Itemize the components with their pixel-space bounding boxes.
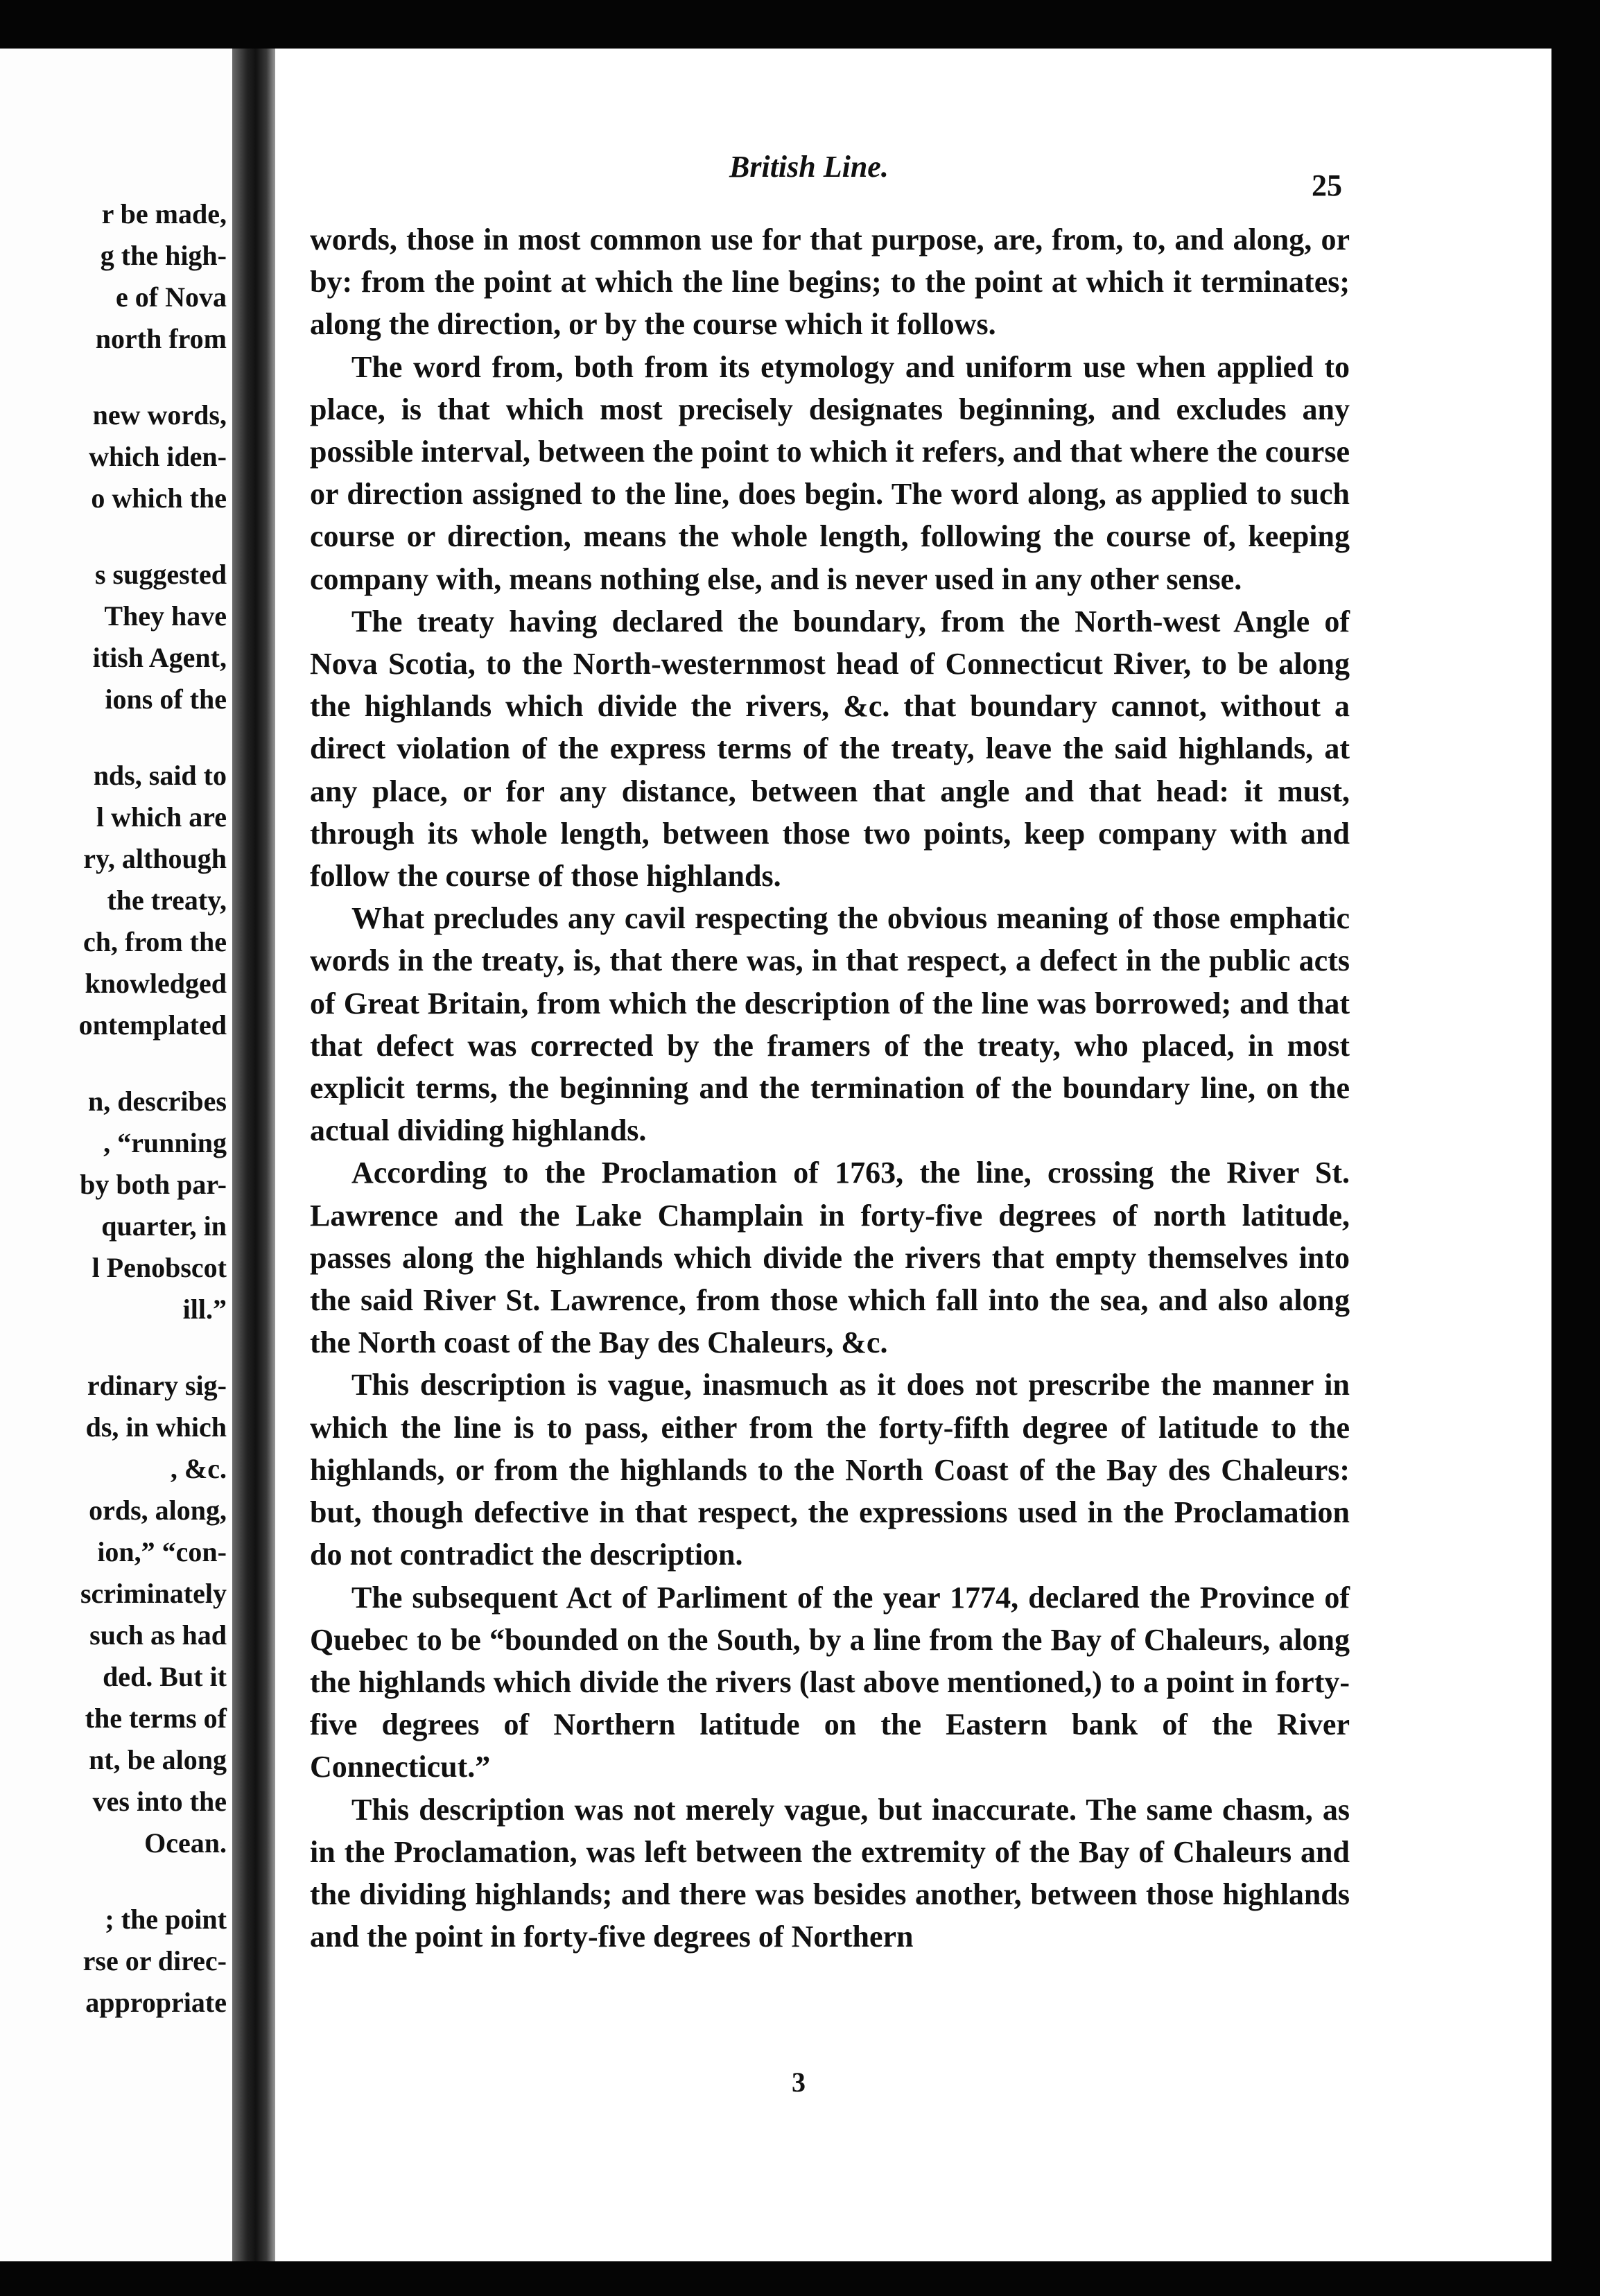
facing-page-line: nds, said to [93,760,227,791]
scan-border-right [1551,0,1600,2296]
facing-page-line: ion,” “con- [97,1536,227,1567]
paragraph: The word from, both from its etymology and uniform use when applied to place, is that which most precisely designates beginning, and excludes any possible interval, between the point to which it refers, and that where the course or direction assigned to the line, does begin. The word along, as applied to such course or direction, means the whole length, following the course of, keeping company with, means nothing else, and is never used in any other sense. [310,349,1350,596]
facing-page-line: e of Nova [116,281,227,313]
facing-page-line: ry, although [83,843,227,874]
facing-page-line: rdinary sig- [87,1370,227,1401]
facing-page-line: g the high- [100,240,227,271]
facing-page-line: ill.” [182,1294,227,1325]
facing-page-line: , “running [103,1127,227,1158]
paragraph: The subsequent Act of Parliment of the year 1774, declared the Province of Quebec to be “bounded on the South, by a line from the Bay of Chaleurs, along the highlands which divide the rivers (last above mentioned,) to a point in forty-five degrees of Northern latitude on the Eastern bank of the River Connecticut.” [310,1580,1350,1784]
facing-page-line: itish Agent, [92,642,227,673]
scan-border-top [0,0,1600,49]
facing-page-line: the treaty, [107,885,227,916]
facing-page-line: Ocean. [144,1827,227,1859]
main-page [275,49,1551,2261]
signature-mark: 3 [792,2067,806,2098]
facing-page-line: ch, from the [83,926,227,957]
facing-page-line: nt, be along [89,1744,227,1775]
facing-page-line: appropriate [85,1987,227,2018]
facing-page-line: ds, in which [85,1411,227,1443]
paragraph: The treaty having declared the boundary, from the North-west Angle of Nova Scotia, to the North-westernmost head of Connecticut River, to be along the highlands which divide the rivers, &c. that boundary cannot, without a direct violation of the express terms of the treaty, leave the said highlands, at any place, or for any distance, between that angle and that head: it must, through its whole length, between those two points, keep company with and follow the course of those highlands. [310,604,1350,894]
facing-page-line: new words, [92,399,227,430]
facing-page-line: l which are [96,801,227,833]
facing-page-line: , &c. [170,1453,227,1484]
paragraph: According to the Proclamation of 1763, the line, crossing the River St. Lawrence and the Lake Champlain in forty-five degrees of north latitude, passes along the highlands which divide the rivers that empty themselves into the said River St. Lawrence, from those which fall into the sea, and also along the North coast of the Bay des Chaleurs, &c. [310,1156,1350,1360]
facing-page-line: ; the point [105,1904,227,1935]
facing-page-line: such as had [89,1619,227,1651]
body-text [310,218,1350,1958]
facing-page-line: which iden- [89,441,227,472]
facing-page-left [0,49,232,2261]
facing-page-line: s suggested [94,559,227,590]
facing-page-line: They have [104,600,227,632]
facing-page-line: ontemplated [78,1009,227,1041]
facing-page-line: l Penobscot [92,1252,227,1283]
paragraph: words, those in most common use for that purpose, are, from, to, and along, or by: from the point at which the line begins; to the point at which it terminates; along the direction, or by the course which it follows. [310,223,1350,342]
paragraph: This description is vague, inasmuch as it does not prescribe the manner in which the line is to pass, either from the forty-fifth degree of latitude to the highlands, or from the highlands to the North Coast of the Bay des Chaleurs: but, though defective in that respect, the expressions used in the Proclamation do not contradict the description. [310,1368,1350,1572]
book-gutter [232,49,275,2261]
facing-page-line: scriminately [80,1578,227,1609]
facing-page-line: north from [95,323,227,354]
facing-page-line: the terms of [85,1703,227,1734]
scan-border-bottom [0,2261,1600,2296]
facing-page-line: rse or direc- [82,1945,227,1976]
facing-page-line: ions of the [105,684,227,715]
facing-page-line: knowledged [85,968,227,999]
facing-page-line: n, describes [88,1086,227,1117]
facing-page-line: quarter, in [101,1210,227,1242]
paragraph: This description was not merely vague, but inaccurate. The same chasm, as in the Proclamation, was left between the extremity of the Bay of Chaleurs and the dividing highlands; and there was besides another, between those highlands and the point in forty-five degrees of Northern [310,1792,1350,1954]
facing-page-line: by both par- [80,1169,227,1200]
facing-page-line: ves into the [92,1786,227,1817]
running-header: British Line. [729,150,889,184]
paragraph: What precludes any cavil respecting the obvious meaning of those emphatic words in the treaty, is, that there was, in that respect, a defect in the public acts of Great Britain, from which the description of the line was borrowed; and that that defect was corrected by the framers of the treaty, who placed, in most explicit terms, the beginning and the termination of the boundary line, on the actual dividing highlands. [310,901,1350,1148]
facing-page-line: ded. But it [103,1661,227,1692]
facing-page-line: r be made, [101,198,227,229]
facing-page-line: ords, along, [89,1495,227,1526]
page-number: 25 [1312,168,1342,202]
facing-page-line: o which the [91,482,227,514]
